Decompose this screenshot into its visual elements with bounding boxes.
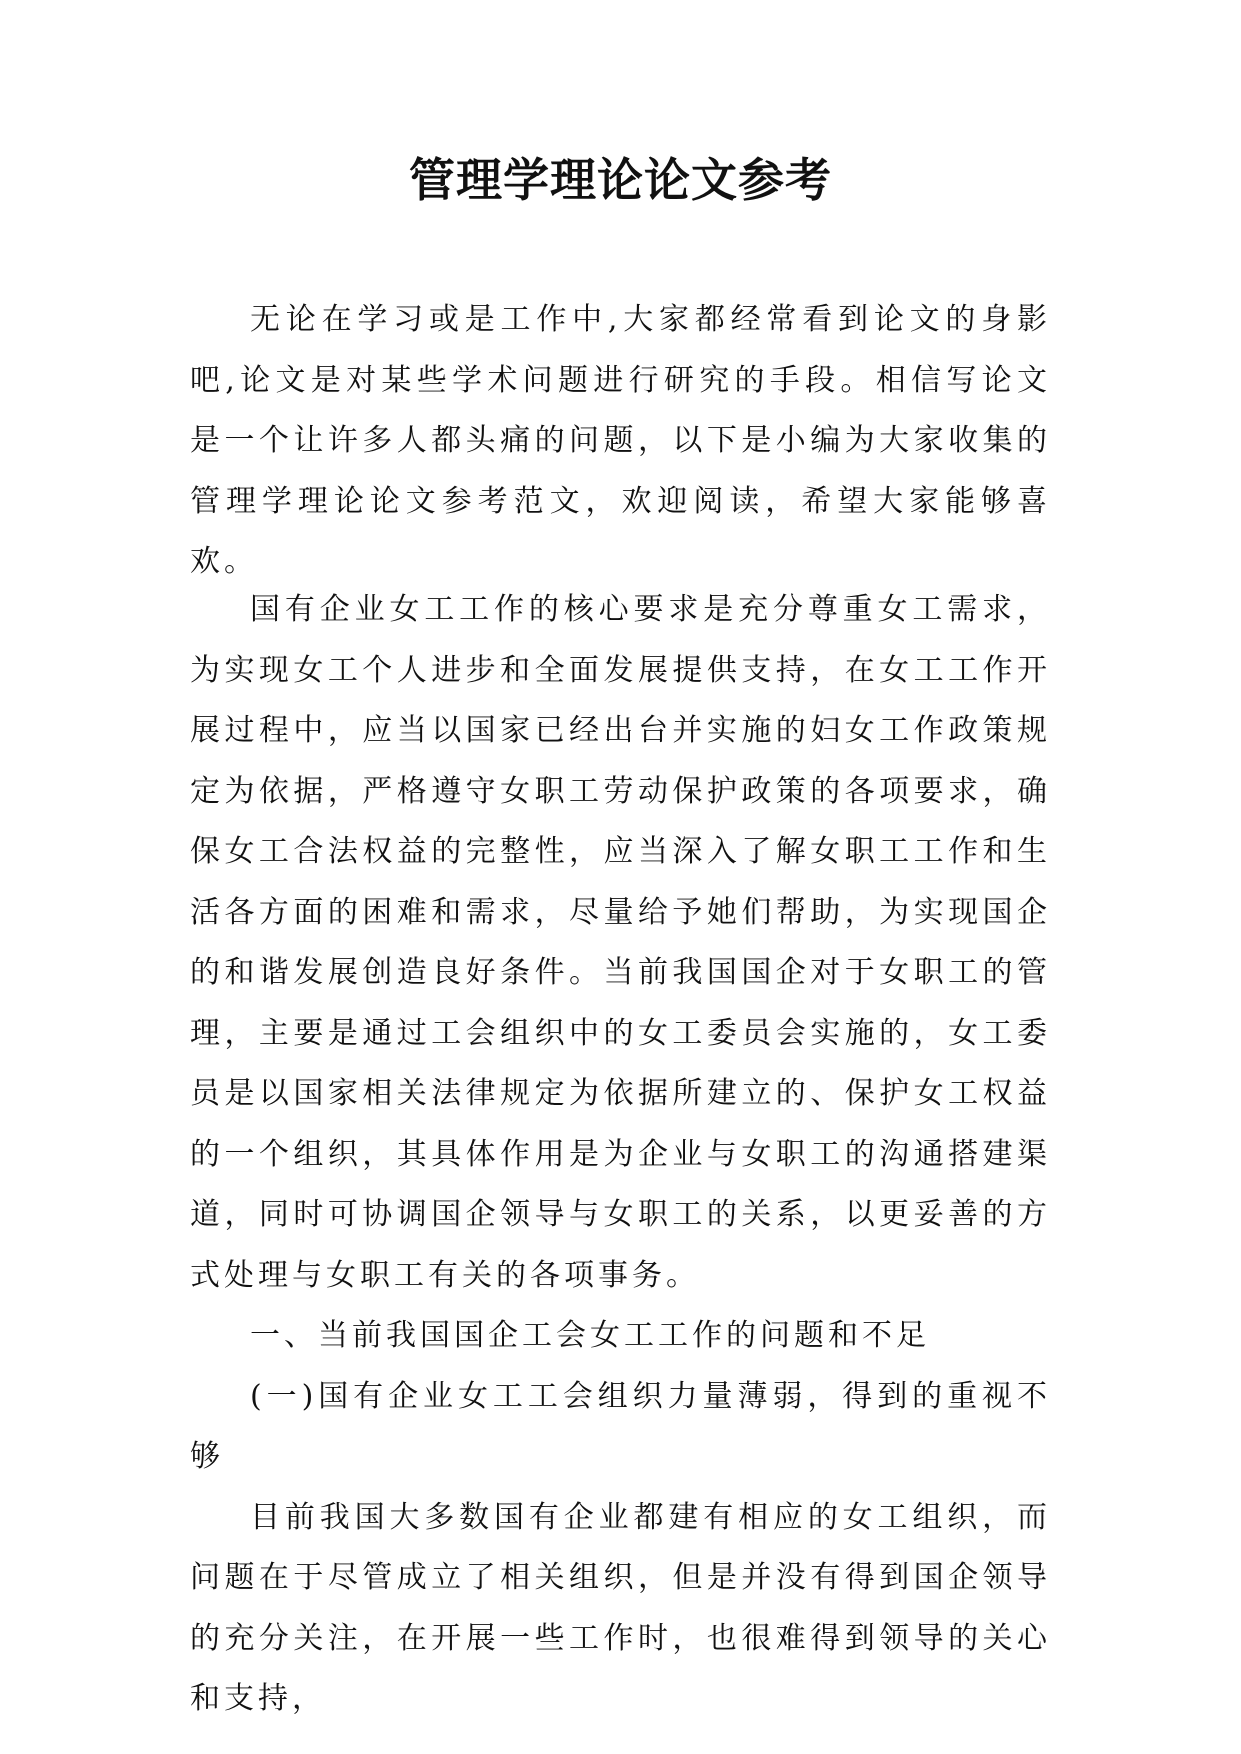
section-heading: 一、当前我国国企工会女工工作的问题和不足 bbox=[250, 1318, 930, 1353]
intro-section bbox=[190, 290, 1051, 593]
intro-paragraph: 无论在学习或是工作中,大家都经常看到论文的身影吧,论文是对某些学术问题进行研究的手段。相信写论文是一个让许多人都头痛的问题，以下是小编为大家收集的管理学理论论文参考范文，欢迎阅读，希望大家能够喜欢。 bbox=[190, 302, 1051, 579]
main-section bbox=[190, 580, 1051, 1730]
body-paragraph: 目前我国大多数国有企业都建有相应的女工组织，而问题在于尽管成立了相关组织，但是并没有得到国企领导的充分关注，在开展一些工作时，也很难得到领导的关心和支持， bbox=[190, 1499, 1051, 1716]
body-paragraph: 国有企业女工工作的核心要求是充分尊重女工需求，为实现女工个人进步和全面发展提供支持，在女工工作开展过程中，应当以国家已经出台并实施的妇女工作政策规定为依据，严格遵守女职工劳动保护政策的各项要求，确保女工合法权益的完整性，应当深入了解女职工工作和生活各方面的困难和需求，尽量给予她们帮助，为实现国企的和谐发展创造良好条件。当前我国国企对于女职工的管理，主要是通过工会组织中的女工委员会实施的，女工委员是以国家相关法律规定为依据所建立的、保护女工权益的一个组织，其具体作用是为企业与女职工的沟通搭建渠道，同时可协调国企领导与女职工的关系，以更妥善的方式处理与女职工有关的各项事务。 bbox=[190, 592, 1051, 1293]
document-title: 管理学理论论文参考 bbox=[409, 153, 832, 207]
subsection-heading: (一)国有企业女工工会组织力量薄弱，得到的重视不够 bbox=[190, 1378, 1051, 1474]
